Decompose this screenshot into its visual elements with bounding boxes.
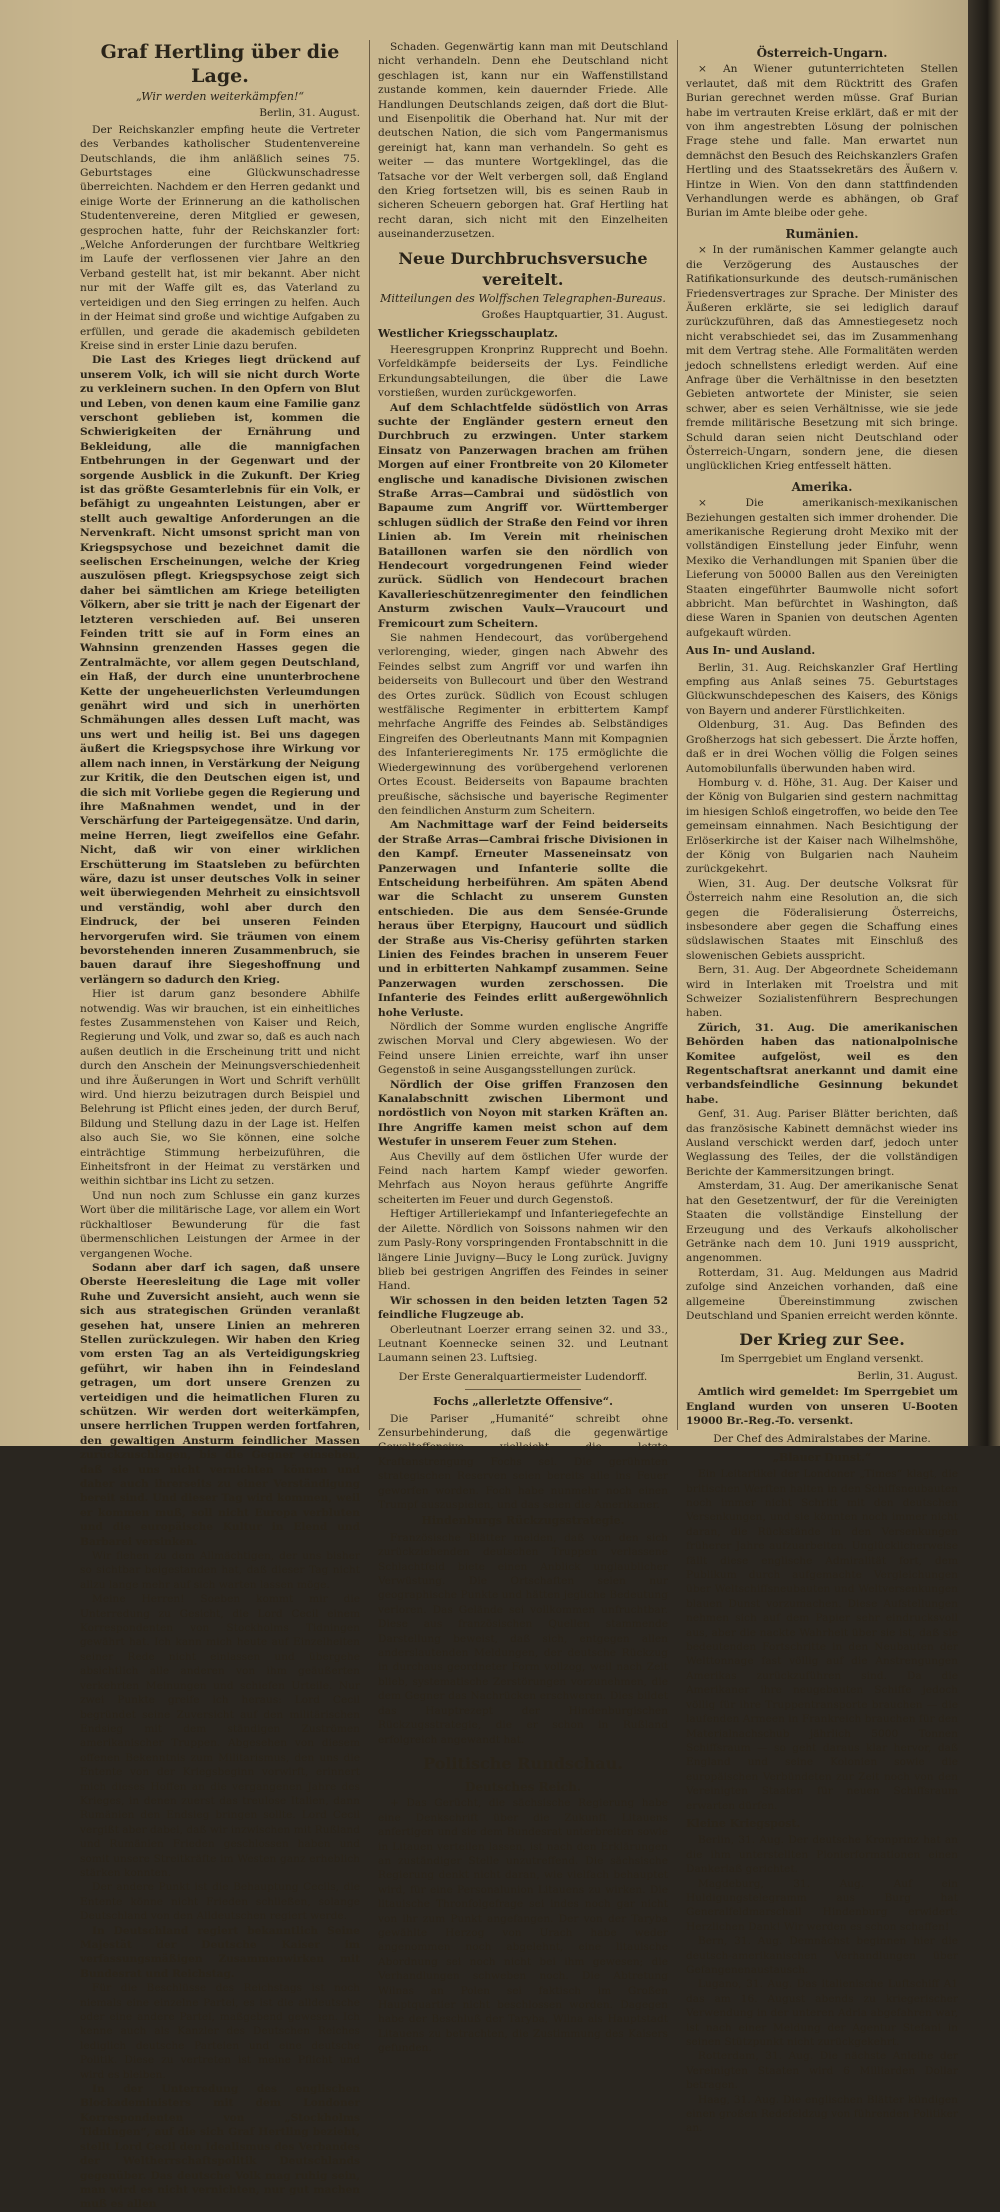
paragraph: Haag, 31. Aug. Die englischen Blätter kündigen einen großen Redefeldzug von führenden Politiker an.: [686, 2093, 958, 2135]
paragraph: Rotterdam, 31. Aug. Meldungen aus Madrid zufolge sind Anzeichen vorhanden, daß eine allgemeine Übereinstimmung zwischen Deutschland und Spanien erreicht werden könnte.: [686, 1266, 958, 1322]
paragraph: Homburg v. d. Höhe, 31. Aug. Der Kaiser und der König von Bulgarien sind gestern nachmittag im hiesigen Schloß eingetroffen, wo beide den Tee gemeinsam einnahmen. Nach Besichtigung der Erlöserkirche ist der Kaiser nach Wilhelmshöhe, der König von Bulgarien nach Nauheim zurückgekehrt.: [686, 776, 958, 876]
signature: Der Erste Generalquartiermeister Ludendorff.: [398, 1370, 648, 1383]
separator: [465, 1389, 581, 1390]
section-heading: Rumänien.: [785, 226, 859, 241]
paragraph: Der Reichskanzler empfing heute die Vertreter des Verbandes katholischer Studentenvereine Deutschlands, die ihm anläßlich seines 75. Geburtstages eine Glückwunschadresse überreichten. Nachdem er den Herren gedankt und einige Worte der Erinnerung an die katholischen Studentenvereine, deren Mitglied er gewesen, gesprochen hatte, fuhr der Reichskanzler fort: „Welche Anforderungen der furchtbare Weltkrieg im Laufe der verflossenen vier Jahre an den Verband gestellt hat, ist mir bekannt. Aber nicht nur mit der Waffe gilt es, das Vaterland zu verteidigen und den Sieg erringen zu helfen. Auch in der Heimat sind große und wichtige Aufgaben zu erfüllen, und gerade die akademisch gebildeten Kreise sind in erster Linie dazu berufen.: [80, 123, 360, 352]
paragraph: Bern, 31. Aug. Der Abgeordnete Scheidemann wird in Interlaken mit Troelstra und mit Schweizer Sozialistenführern Besprechungen haben.: [686, 964, 958, 1020]
paragraph: + Das Gerücht, die sächsische Regierung habe eine Denkschrift über die Zukunft Litauens anfertigen und sie dem Bundesrat unterbreiten sowie in Litauen verteilen lassen, ist nach den Erklärungen an zuständiger Stelle unzutreffend. Die sächsische Regierung denkt nicht daran, wie vielfach behauptet wird, für eine Personalunion Litauens zu wirken. Die litauische Thronfolgefrage sei indes noch gar nicht von ihr zum Punkt angefangen. Der von der Taryba gewählte Herzog von Urach habe weder angenommen noch abgelehnt, eine litauische Abordnung sei noch nicht bei ihm gewesen; die Verhandlungen schweben noch. Die Abtretung Wilnas an Polen sei faktisch im Großen Hauptquartier nicht beschlossen worden. Dagegen habe der Beschluß der Taryba, Wilna als Hauptstadt Litauens zu betrachten, die Zustimmung des Kaisers gefunden.: [378, 1797, 668, 2055]
paragraph: Oberleutnant Loerzer errang seinen 32. und 33., Leutnant Koennecke seinen 32. und Leutnant Laumann seinen 23. Luftsieg.: [378, 1323, 668, 1365]
section-heading: Hindenburgs Rückzugsstrategie.: [421, 1514, 625, 1528]
dateline: Berlin, 31. August.: [857, 1369, 958, 1382]
paragraph: Für die Beschlüsse des Reichstags ist noch niemals eine einzelne Partei, es ist die alldeutsche oder eine andere Partei, maßgebend gewesen. Ich kenne auch als Kanzler des Deutschen Reiches lediglich deutsche Parteien und eine deutsche Politik. Diese zu vertreten ist meine Pflicht und wird es bleiben.: [80, 1982, 360, 2081]
paragraph: Wir schossen in den beiden letzten Tagen 52 feindliche Flugzeuge ab.: [378, 1294, 668, 1322]
paragraph: Berlin, 31. Aug. Reichskanzler Graf Hertling empfing aus Anlaß seines 75. Geburtstages Glückwunschdepeschen des Kaisers, des Königs von Bayern und anderer Fürstlichkeiten.: [686, 661, 958, 717]
paragraph: Berlin, 31. Aug. Der deutsche Kronprinz hat an die ihm unterstellten Pionierformationen einen Dankerlaß gerichtet.: [686, 1834, 958, 1876]
paragraph: Und nun noch zum Schlusse ein ganz kurzes Wort über die militärische Lage, vor allem ein Wort rückhaltloser Bewunderung für die fast übermenschlichen Leistungen der Armee in der vergangenen Woche.: [80, 1189, 360, 1260]
dateline: Großes Hauptquartier, 31. August.: [481, 309, 668, 322]
column-rule: [369, 40, 370, 1430]
paragraph: Genf, 31. Aug. Pariser Blätter berichten, daß das französische Kabinett demnächst wieder ins Ausland verschickt werden darf, jedoch unter Weglassung des Teiles, der die vollständigen Berichte der Kammersitzungen bringt.: [686, 1108, 958, 1178]
paragraph: Ein Leitartikel der Londoner „Times“ klagt, die britischen Werften halten in den Schiffsneubauten noch immer nicht Schritt mit den deutschen Versenkungen, und sie könnten noch immer nicht daran, die Rückstände in den Versenkungen früherer Jahre aufzuarbeiten. Unglücklicherweise fällt diese englische Admiralität fort, dem Publikum durch aufgemachte Vergleichungen über Weltschiffsneubauten und Weltversenkungen blauen Dunst vorzumachen. Diese Aufstellungen nehmen sich auf dem Papier sehr eindrucksvoll aus, aber die nackte Wahrheit über sie ist, daß sie bedeutenden Fortschritte in den Neubauten der Welttonnage fast völlig auf die Anstrengungen Amerikas zurückzuführen sind. Da die Amerikaner ihre neugebauten Schiffe jedoch völlig für ihre Truppentransporte brauchen — die laufenden Armeen in Frankreich brauchen für den Materialnachschub jährlich 5000 Tonnen Schiffsraum — so geht daraus klar hervor, daß England und seine Kolonien sowie die europäischen Verbündeten zur Zeit noch von den Vereinigten Staaten für neuen Schiffsraum erwarten dürfen.: [686, 1468, 958, 1812]
paragraph: Die Last des Krieges liegt drückend auf unserem Volk, ich will sie nicht durch Worte zu verkleinern suchen. In den Opfern von Blut und Leben, von denen kaum eine Familie ganz verschont geblieben ist, kommen die Schwierigkeiten der Ernährung und Bekleidung, alle die mannigfachen Entbehrungen in der Gegenwart und der sorgende Ausblick in die Zukunft. Der Krieg ist das größte Gesamterlebnis für ein Volk, er befähigt zu ungeahnten Leistungen, aber er stellt auch gewaltige Anforderungen an die Nervenkraft. Nicht umsonst spricht man von Kriegspsychose und bezeichnet damit die seelischen Erscheinungen, welche der Krieg auszulösen pflegt. Kriegspsychose zeigt sich daher bei sämtlichen am Kriege beteiligten Völkern, aber sie tritt je nach der Eigenart der letzteren verschieden auf. Bei unseren Feinden tritt sie auf in Form eines an Wahnsinn grenzenden Hasses gegen die Zentralmächte, vor allem gegen Deutschland, ein Haß, der durch eine ununterbrochene Kette der ungeheuerlichsten Verleumdungen genährt wird und sich in unerhörten Schmähungen alles dessen Luft macht, was uns wert und heilig ist. Bei uns dagegen äußert die Kriegspsychose ihre Wirkung vor allem nach innen, in Verstärkung der Neigung zur Kritik, die den Deutschen eigen ist, und die sich mit Vorliebe gegen die Regierung und ihre Maßnahmen wendet, und in der Verschärfung der Parteigegensätze. Und darin, meine Herren, liegt zweifellos eine Gefahr. Nicht, daß wir von einer wirklichen Erschütterung im Staatsleben zu befürchten wäre, dazu ist unser deutsches Volk in seiner weit überwiegenden Mehrheit zu einsichtsvoll und verständig, wohl aber durch den Eindruck, der bei unseren Feinden hervorgerufen wird. Sie träumen von einem bevorstehenden inneren Zusammenbruch, sie bauen darauf ihre Siegeshoffnung und verlängern so dadurch den Krieg.: [80, 354, 360, 986]
page-binding-edge: [968, 0, 1000, 1446]
headline-rundschau: Politische Rundschau.: [423, 1753, 623, 1773]
paragraph: Bern, 31. Aug. Demnächst beginnen hier die deutsch-amerikanischen Verhandlungen über Gefangenenaustausch.: [686, 1935, 958, 1976]
paragraph: In Deutschland regiert bekanntlich Seine Majestät der Deutsche Kaiser im verfassungsmäßigen Zusammenwirken mit Bundesrat und Reichstag.: [80, 1924, 360, 1980]
paragraph: Amsterdam, 31. Aug. Der amerikanische Senat hat den Gesetzentwurf, der für die Vereinigten Staaten die vollständige Einstellung der Erzeugung und des Verkaufs alkoholischer Getränke nach dem 10. Juni 1919 ausspricht, angenommen.: [686, 1180, 958, 1265]
paragraph: Oldenburg, 31. Aug. Das Befinden des Großherzogs hat sich gebessert. Die Ärzte hoffen, daß er in drei Wochen völlig die Folgen seines Automobilunfalls überwunden haben wird.: [686, 719, 958, 775]
paragraph: Der andere Punkt ist die Behauptung Cecils, die Entente könne nicht Frieden schließen, solange Deutschland von den Alldeutschen regiert werde.: [80, 1881, 360, 1923]
paragraph: Zürich, 31. Aug. Die amerikanischen Behörden haben das nationalpolnische Komitee aufgelöst, weil es den Regentschaftsrat anerkannt und damit eine verbandsfeindliche Gesinnung bekundet habe.: [686, 1021, 958, 1106]
column-rule: [677, 40, 678, 1430]
paragraph: Die Pariser „Humanité“ schreibt ohne Zensurbehinderung, daß die gegenwärtige Gewaltoffensive vielleicht die letzte Kraftanstrengung Fochs sei. Die gerühmten strategischen Reserven seien bereits alle ins Feuer geworfen worden. Foch habe nunmehr noch einen Trumpf auszuspielen, und das seien die Amerikaner.: [378, 1412, 668, 1511]
paragraph: Hier ist darum ganz besondere Abhilfe notwendig. Was wir brauchen, ist ein einheitliches festes Zusammenstehen von Kaiser und Reich, Regierung und Volk, und zwar so, daß es auch nach außen deutlich in die Erscheinung tritt und nicht durch den Anschein der Meinungsverschiedenheit und ihre Äußerungen in Wort und Schrift verhüllt wird. Und hierzu beizutragen durch Beispiel und Belehrung ist Pflicht eines jeden, der durch Beruf, Bildung und Stellung dazu in der Lage ist. Helfen also auch Sie, wo Sie können, eine solche einträchtige Stimmung herbeizuführen, die Einheitsfront in der Heimat zu verstärken und weithin sichtbar ins Licht zu setzen.: [80, 988, 360, 1188]
paragraph: Nördlich der Somme wurden englische Angriffe zwischen Morval und Clery abgewiesen. Wo der Feind unsere Linien erreichte, warf ihn unser Gegenstoß in seine Ausgangsstellungen zurück.: [378, 1021, 668, 1077]
headline-durchbruch: Neue Durchbruchsversuche vereitelt.: [398, 248, 648, 289]
headline-sea: Der Krieg zur See.: [739, 1330, 905, 1350]
section-heading: Fochs „allerletzte Offensive“.: [433, 1395, 613, 1409]
paragraph: Meine Herren! Soeben kommt mir die Unterredung zu Gesicht, die Lord Cecil einem Korrespondenten von Stockholms Tidningen gewährt hat. Ich kann mich heute auf Einzelheiten seiner Rede nicht einlassen und übergehe absichtlich alle anderen von ihm geäußerten verkehrten Meinungen und schiefen Urteile. Nur zwei Punkte greife ich heraus: Lord Cecil begründet seine Zuversicht auf den militärischen Endsieg mit dem ständigen Zuströmen amerikanischer Truppen. Abgesehen von diesem offenen Bekenntnis zum Militarismus, den uns die Entente von der Kriegsbeginn vorwirft, erinnert mich dieses Hoffen an die vergangenen Jahre des Krieges, in denen zuerst das treulose Italien, dann Rumänien den Endsieg bringen sollte. Lord Cecil vergißt aber dabei, daß wir inzwischen mit Rußland und Rumänien Frieden geschlossen haben und somit unsere Streitkräfte im Westen ganz erheblich stärken konnten.: [80, 1593, 360, 1879]
paragraph: × Die amerikanisch-mexikanischen Beziehungen gestalten sich immer drohender. Die amerikanische Regierung droht Mexiko mit der vollständigen Einstellung jeder Einfuhr, wenn Mexiko die Verhandlungen mit Spanien über die Lieferung von 50000 Ballen aus den Vereinigten Staaten eingeführter Baumwolle nicht sofort abbricht. Man befürchtet in Washington, daß diese Waren in Spanien von deutschen Agenten aufgekauft würden.: [686, 497, 958, 639]
section-heading: Österreich-Ungarn.: [756, 46, 888, 60]
subheadline: „Wir werden weiterkämpfen!“: [135, 90, 305, 103]
paragraph: × In der rumänischen Kammer gelangte auch die Verzögerung des Austausches der Ratifikationsurkunde des deutsch-rumänischen Friedensvertrages zur Sprache. Der Minister des Äußeren erklärte, sie sei lediglich darauf zurückzuführen, daß das Amnestiegesetz noch nicht verabschiedet sei, das im Zusammenhang mit dem Vertrag stehe. Alle Formalitäten werden jedoch schnellstens erledigt werden. Auf eine Anfrage über die Verhältnisse in den besetzten Gebieten antwortete der Minister, sie seien schwer, aber es seien Verhältnisse, wie sie jede fremde militärische Besetzung mit sich bringe. Schuld daran seien nicht Deutschland oder Österreich-Ungarn, sondern jene, die diesen unglücklichen Krieg entfesselt hätten.: [686, 244, 958, 473]
paragraph: Heftiger Artilleriekampf und Infanteriegefechte an der Ailette. Nördlich von Soissons nahmen wir den zum Pasly-Rony vorspringenden Frontabschnitt in die längere Linie Juvigny—Bucy le Long zurück. Juvigny blieb bei gestrigen Angriffen des Feindes in seiner Hand.: [378, 1208, 668, 1293]
signature: Der Chef des Admiralstabes der Marine.: [713, 1433, 931, 1446]
section-heading: Deutsches Reich.: [464, 1779, 582, 1794]
paragraph: Auf dem Schlachtfelde südöstlich von Arras suchte der Engländer gestern erneut den Durchbruch zu erzwingen. Unter starkem Einsatz von Panzerwagen brachen am frühen Morgen auf einer Frontbreite von 20 Kilometer englische und kanadische Divisionen zwischen Straße Arras—Cambrai und südöstlich von Bapaume zum Angriff vor. Württemberger schlugen südlich der Straße den Feind vor ihren Linien ab. Im Verein mit rheinischen Bataillonen warfen sie den nördlich von Hendecourt vorgedrungenen Feind wieder zurück. Südlich von Hendecourt brachen Kavallerieschützenregimenter den feindlichen Ansturm zwischen Vaulx—Vraucourt und Fremicourt zum Scheitern.: [378, 401, 668, 630]
column-3: [686, 40, 958, 2135]
paragraph: Sodann aber darf ich sagen, daß unsere Oberste Heeresleitung die Lage mit voller Ruhe und Zuversicht ansieht, auch wenn sie sich aus strategischen Gründen veranlaßt gesehen hat, unsere Linien an mehreren Stellen zurückzulegen. Wir haben den Krieg vom ersten Tag an als Verteidigungskrieg geführt, wir haben ihn in Feindesland getragen, um dort unsere Grenzen zu verteidigen und die heimatlichen Fluren zu schützen. Wir werden dort weiterkämpfen, unsere herrlichen Truppen werden fortfahren, den gewaltigen Ansturm feindlicher Massen zurückzuschlagen, bis die Gegner einsehen, daß sie uns nicht vernichten können und daher auch ihrerseits zu einer Verständigung bereit sind. Und dieser Tag wird kommen, weil er kommen muß, soll nicht Europa verbluten und die europäische Kultur in Elend und Barbarei versinken.: [80, 1261, 360, 1548]
section-heading: Amerika.: [791, 479, 853, 494]
paragraph: In der Unterredung des englischen Blockadeministers mit dem Londoner Korrespondenten von „Stockholms Tidningen“, auf die sich Graf Hertling bezieht, stellt Lord Cecil den Idealismus des Verbandes der Weltherrschaftspolitik Deutschlands gegenüber. Das deutsche Volk mag ruhig sein, man wird es nicht vernichten, nur gut machen muß es allen: [80, 2083, 360, 2211]
section-heading: „Blauer Dunst.“: [772, 1450, 872, 1464]
subheadline: Mitteilungen des Wolffschen Telegraphen-Bureaus.: [380, 291, 666, 305]
paragraph: Magdeburg, 31. Aug. Auf ein Huldigungstelegramm aus Burg hat Generalfeldmarschall Hindenburg erwidert: Herzlichen Dank! Wir werden es schon schaffen!: [686, 1877, 958, 1933]
paragraph: Heeresgruppen Kronprinz Rupprecht und Boehn. Vorfeldkämpfe beiderseits der Lys. Feindliche Erkundungsabteilungen, die über die Lawe vorstießen, wurden zurückgeworfen.: [378, 343, 668, 400]
section-heading: Westlicher Kriegsschauplatz.: [378, 326, 558, 340]
paragraph: Aus Chevilly auf dem östlichen Ufer wurde der Feind nach hartem Kampf wieder geworfen. Mehrfach aus Noyon heraus geführte Angriffe scheiterten im Feuer und durch Gegenstoß.: [378, 1150, 668, 1206]
headline-hertling: Graf Hertling über die Lage.: [100, 41, 340, 87]
paragraph: Am Nachmittage warf der Feind beiderseits der Straße Arras—Cambrai frische Divisionen in den Kampf. Erneuter Masseneinsatz von Panzerwagen und Infanterie sollte die Entscheidung herbeiführen. Am späten Abend war die Schlacht zu unserem Gunsten entschieden. Die aus dem Sensée-Grunde heraus über Eterpigny, Haucourt und südlich der Straße aus Vis-Cherisy geführten starken Linien des Feindes brachen in unserem Feuer und in erbitterten Nahkampf zusammen. Seine Panzerwagen wurden zerschossen. Die Infanterie des Feindes erlitt außergewöhnlich hohe Verluste.: [378, 819, 668, 1019]
paragraph: Amtlich wird gemeldet: Im Sperrgebiet um England wurden von unseren U-Booten 19000 Br.-Reg.-To. versenkt.: [686, 1386, 958, 1427]
paragraph: Wien, 31. Aug. Der deutsche Volksrat für Österreich nahm eine Resolution an, die sich gegen die Föderalisierung Österreichs, insbesondere aber gegen die Schaffung eines südslawischen Staates mit Einschluß des slowenischen Gebiets ausspricht.: [686, 877, 958, 962]
paragraph: Lugano, 31. Aug. Das italienische Luftschiff A1 das am 16. August abends zu kriegerischer Verwendung in der unteren Adria abgefahren war, ist nach einer Meldung der Agentur Stefani in seinen Stützpunkt nicht zurückgekehrt.: [686, 1978, 958, 2049]
paragraph: Nördlich der Oise griffen Franzosen den Kanalabschnitt zwischen Libermont und nordöstlich von Noyon mit starken Kräften an. Ihre Angriffe kamen meist schon auf dem Westufer in unserem Feuer zum Stehen.: [378, 1078, 668, 1149]
column-2: [378, 40, 668, 2055]
paragraph: × An Wiener gutunterrichteten Stellen verlautet, daß mit dem Rücktritt des Grafen Burian gerechnet werden müsse. Graf Burian habe im vertrauten Kreise erklärt, daß er mit der von ihm angestrebten Lösung der polnischen Frage stehe und falle. Man erwartet nun demnächst den Besuch des Reichskanzlers Grafen Hertling und des Staatssekretärs des Äußern v. Hintze in Wien. Von den dann stattfindenden Verhandlungen werde es abhängen, ob Graf Burian im Amte bleibe oder gehe.: [686, 63, 958, 220]
paragraph: Rotterdam, 31. Aug. Die nächste Anleihe der Vereinigten Staaten wird 6 Milliarden Dollar betragen.: [686, 2050, 958, 2092]
dateline: Berlin, 31. August.: [259, 107, 360, 120]
subheadline: Im Sperrgebiet um England versenkt.: [720, 1353, 924, 1366]
paragraph: Schaden. Gegenwärtig kann man mit Deutschland nicht verhandeln. Denn ehe Deutschland nicht geschlagen ist, kann nur ein Waffenstillstand zustande kommen, kein dauernder Friede. Alle Handlungen Deutschlands zeigen, daß dort die Blut- und Eisenpolitik die Oberhand hat. Nur mit der deutschen Nation, die sich vom Pangermanismus gereinigt hat, kann man verhandeln. So geht es weiter — das muntere Wortgeklingel, das die Tatsache vor der Welt verbergen soll, daß England den Krieg fortsetzen will, bis es seinen Raub in sicheren Scheuern geborgen hat. Graf Hertling hat recht daran, sich nicht mit den Einzelheiten auseinanderzusetzen.: [378, 41, 668, 241]
section-heading: Aus In- und Ausland.: [686, 644, 816, 658]
paragraph: Sie nahmen Hendecourt, das vorübergehend verlorenging, wieder, gingen nach Abwehr des Feindes selbst zum Angriff vor und warfen ihn beiderseits von Bullecourt und über den Westrand des Ortes zurück. Südlich von Ecoust schlugen westfälische Regimenter in erbittertem Kampf mehrfache Angriffe des Feindes ab. Selbständiges Eingreifen des Oberleutnants Mann mit Kompagnien des Infanterieregiments Nr. 175 ermöglichte die Wiedergewinnung des vorübergehend verlorenen Ortes Ecoust. Beiderseits von Bapaume brachten preußische, sächsische und bayerische Regimenter den feindlichen Ansturm zum Scheitern.: [378, 632, 668, 817]
column-1: [80, 40, 360, 2211]
paragraph: Französische Blätter melden, daß von den sich zurückziehenden deutschen Truppen verlassene Schlachtfeld biete einen Anblick unglaublicher Verwüstung. Die Ortschaften seien nur geographische Punkte und hätten jegliche Bedeutung verloren. Das Gelände sei vollkommen unfruchtbar. Diese aus französischen Quellen stammende Darstellung beweist, daß sich, entgegen allen anderslautenden Meldungen, der deutsche Rückzug in durchaus geordneter Form vollzog, weil nach Zeit blieb, systematische Zerstörungen vorzunehmen, die dem Gegner das Nachrücken erschweren. Dies bildet das Hauptrezept der Hindenburgischen Rückzugsstrategie, die er schon in Rußland erfolgreich angewandt hat.: [378, 1531, 668, 1746]
paragraph: Wir flehen zu dem Allmächtigen, der uns bisher so sichtbar beigestanden hat, daß dieser Tag nicht allzu lange mehr auf sich warten lassen möge.: [80, 1550, 360, 1591]
section-heading: Kleine Kriegspost.: [686, 1816, 801, 1830]
